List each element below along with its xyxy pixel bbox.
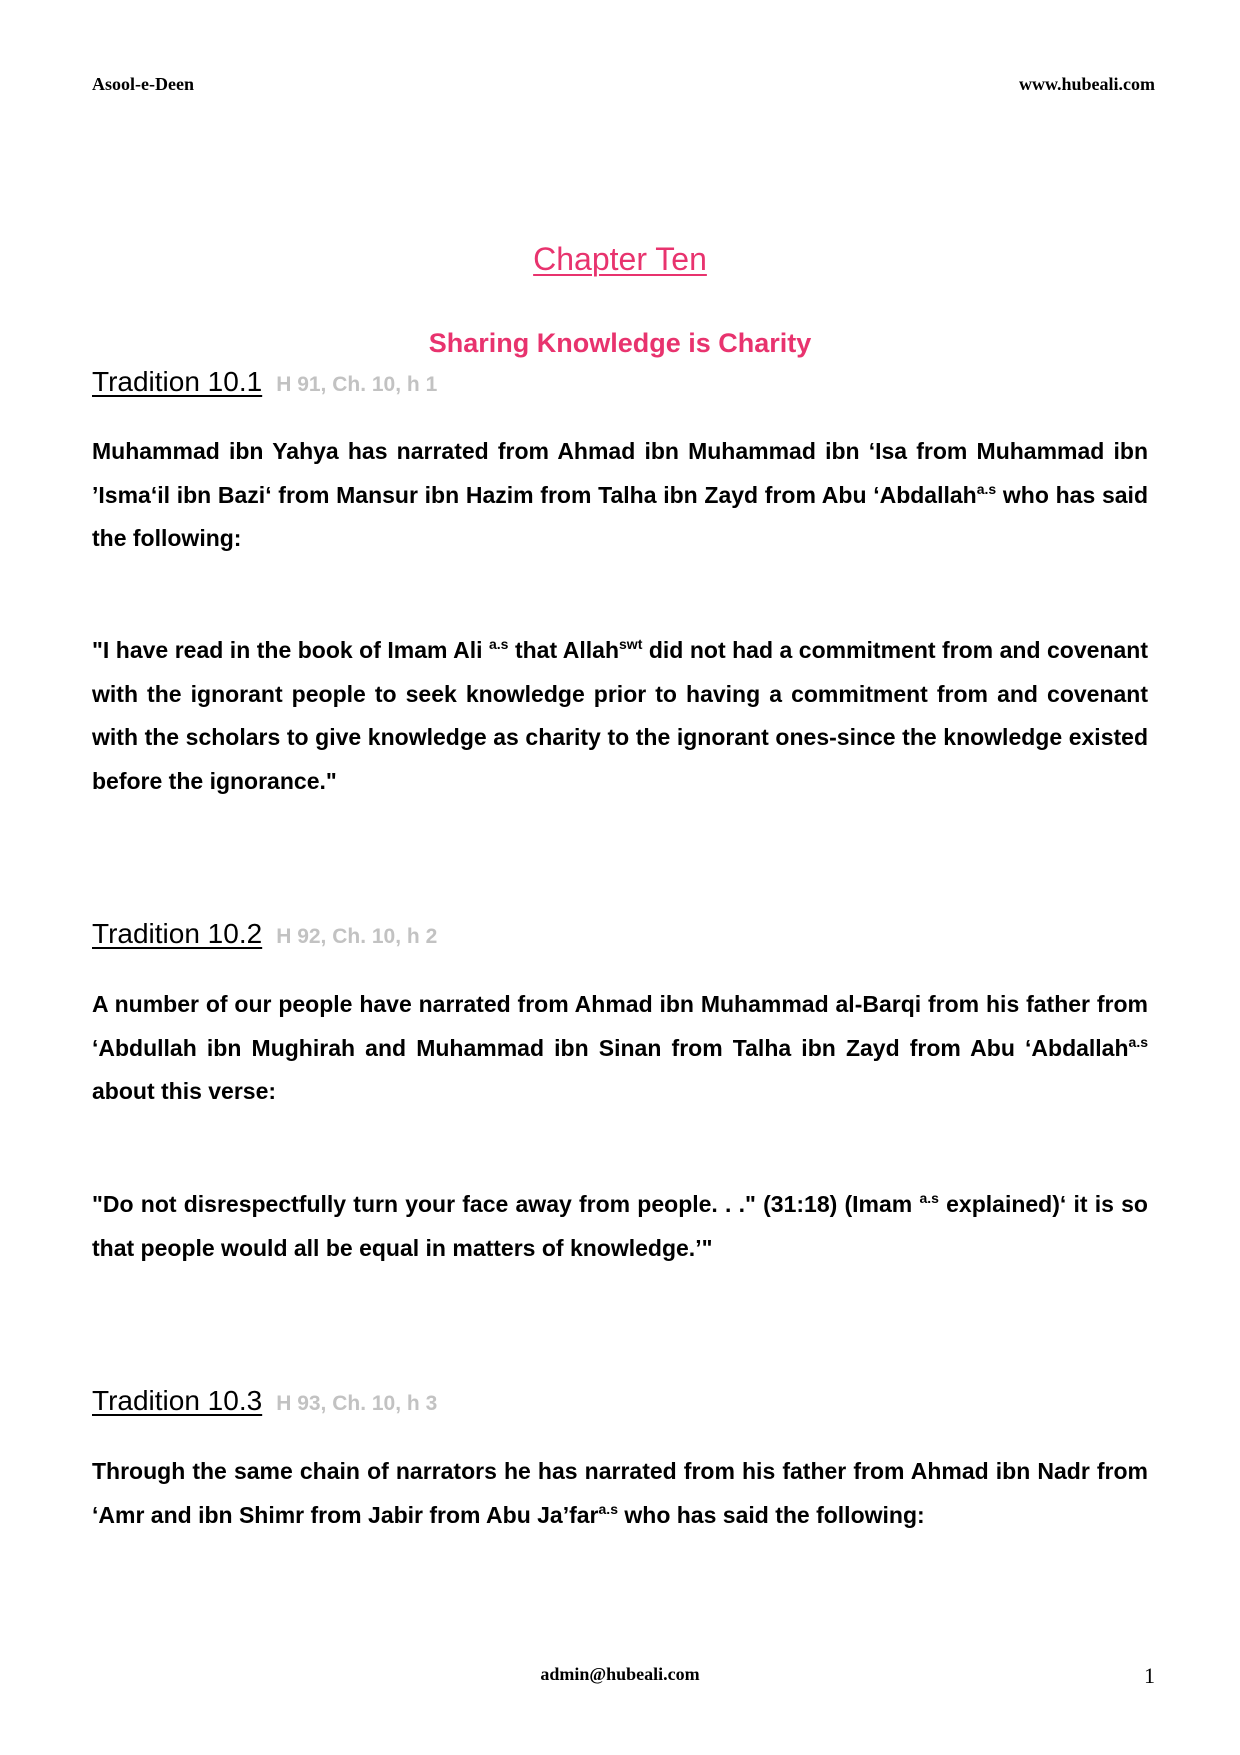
quote-part: explained)‘ it is so that people would all be equal in matters of knowledge.’"	[92, 1191, 1148, 1261]
chain-tail: who has said the following:	[617, 1501, 925, 1528]
tradition-title: Tradition 10.1	[92, 366, 263, 397]
page-number: 1	[1144, 1663, 1155, 1688]
narration-chain	[92, 430, 1148, 561]
tradition-title: Tradition 10.2	[92, 918, 263, 949]
tradition-quote	[92, 629, 1148, 803]
quote-part: "Do not disrespectfully turn your face away from people. . ." (31:18) (Imam	[92, 1191, 920, 1217]
tradition-reference: H 92, Ch. 10, h 2	[276, 925, 438, 948]
tradition-heading	[92, 1385, 437, 1417]
honorific-superscript: swt	[619, 636, 643, 652]
tradition-reference: H 93, Ch. 10, h 3	[276, 1392, 438, 1415]
chapter-title: Chapter Ten	[533, 241, 707, 277]
chain-text: A number of our people have narrated from Ahmad ibn Muhammad al-Barqi from his father from ‘Abdullah ibn Mughirah and Muhammad ibn Sinan from Talha ibn Zayd from Abu ‘Abdallah	[92, 991, 1148, 1061]
chain-tail: about this verse:	[92, 1078, 277, 1104]
tradition-heading	[92, 918, 437, 950]
quote-part: did not had a commitment from and covenant with the ignorant people to seek knowledge prior to having a commitment from and covenant with the scholars to give knowledge as charity to the ignorant ones-since the knowledge existed before the ignorance."	[92, 637, 1148, 794]
chain-text: Through the same chain of narrators he has narrated from his father from Ahmad ibn Nadr from ‘Amr and ibn Shimr from Jabir from Abu Ja’far	[92, 1458, 1148, 1528]
chapter-subtitle: Sharing Knowledge is Charity	[428, 328, 812, 358]
header-website: www.hubeali.com	[1018, 74, 1155, 94]
header-book-title: Asool-e-Deen	[92, 74, 194, 94]
footer-email: admin@hubeali.com	[540, 1664, 700, 1684]
tradition-heading	[92, 366, 437, 398]
honorific-superscript: a.s	[598, 1500, 618, 1517]
honorific-superscript: a.s	[489, 636, 509, 652]
chain-text: Muhammad ibn Yahya has narrated from Ahmad ibn Muhammad ibn ‘Isa from Muhammad ibn ’Isma‘il ibn Bazi‘ from Mansur ibn Hazim from Talha ibn Zayd from Abu ‘Abdallah	[92, 438, 1148, 508]
tradition-title: Tradition 10.3	[92, 1385, 263, 1416]
quote-part: "I have read in the book of Imam Ali	[92, 637, 489, 663]
honorific-superscript: a.s	[976, 480, 997, 497]
chain-tail: who has said the following:	[92, 481, 1148, 551]
tradition-quote	[92, 1183, 1148, 1270]
quote-part: that Allah	[508, 637, 620, 663]
narration-chain	[92, 983, 1148, 1114]
narration-chain	[92, 1450, 1148, 1537]
honorific-superscript: a.s	[919, 1190, 939, 1206]
honorific-superscript: a.s	[1128, 1033, 1148, 1050]
tradition-reference: H 91, Ch. 10, h 1	[276, 373, 438, 396]
